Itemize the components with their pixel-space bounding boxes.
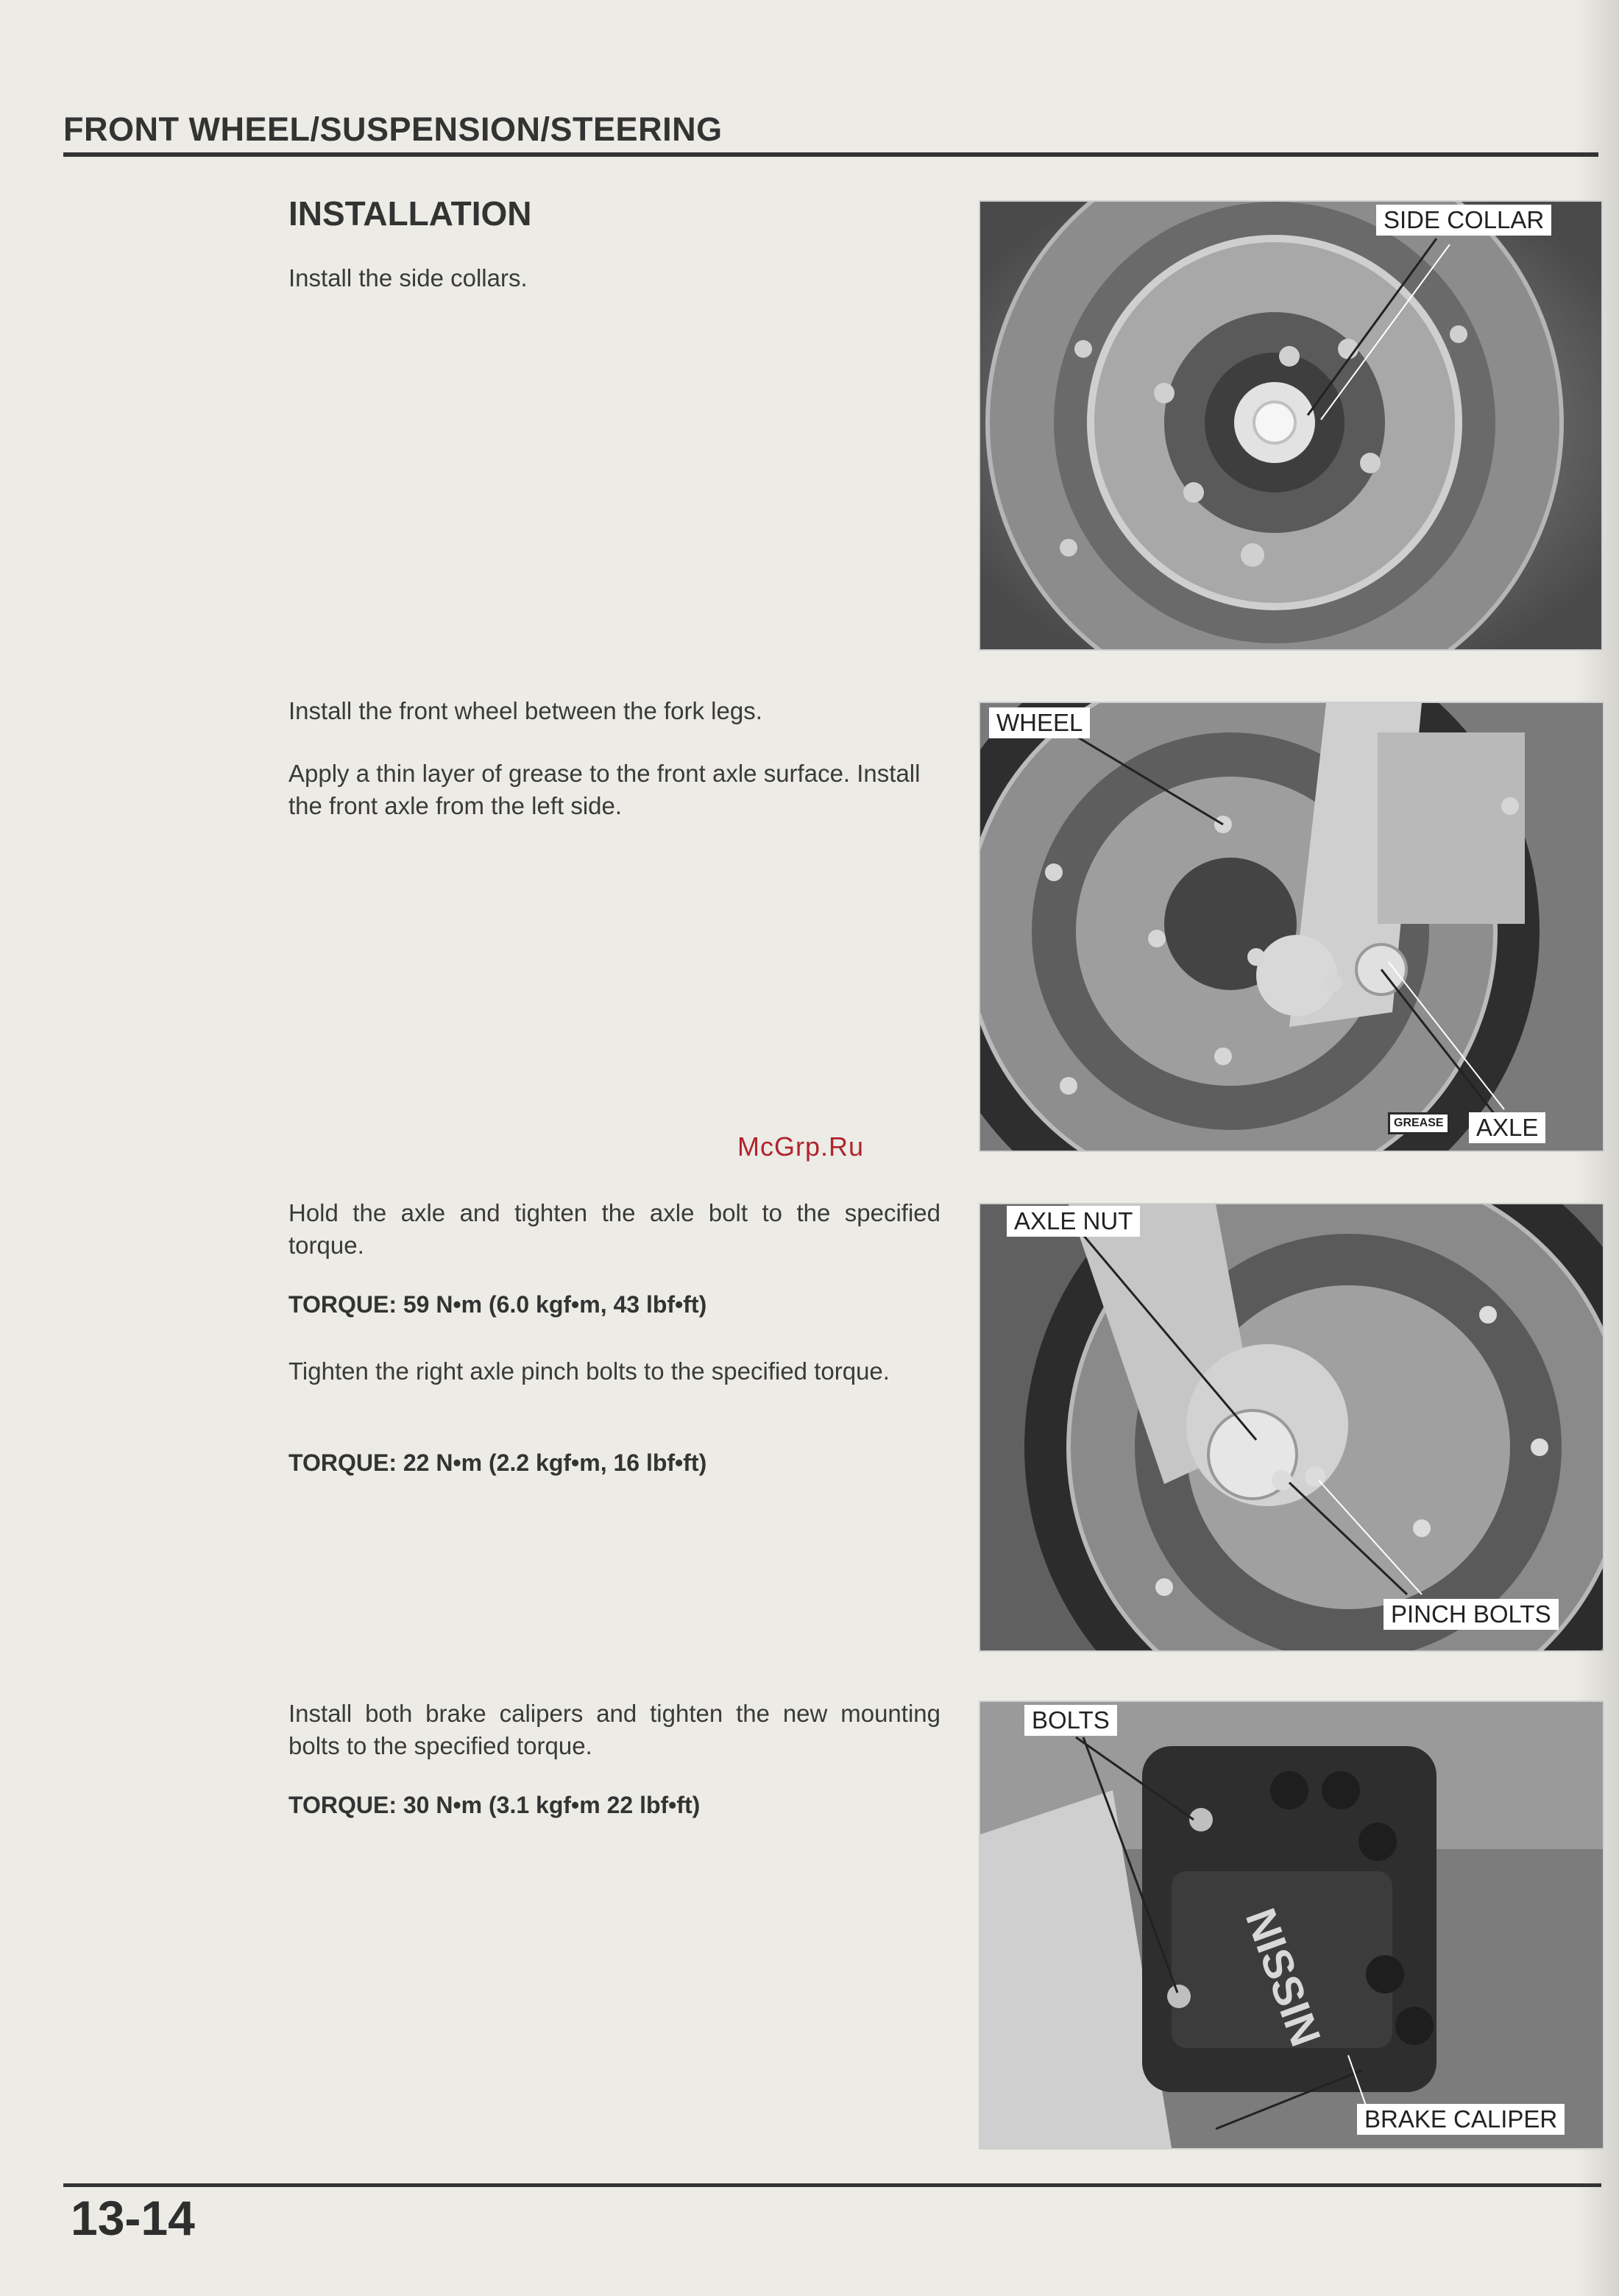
- step4-instruction-calipers: Install both brake calipers and tighten the new mounting bolts to the specified torque.: [288, 1700, 940, 1759]
- photo-wheel-axle: [979, 702, 1604, 1152]
- step1-instruction: Install the side collars.: [288, 264, 528, 292]
- label-pinch-bolts: PINCH BOLTS: [1384, 1599, 1559, 1630]
- front-wheel-illustration: [980, 703, 1603, 1151]
- photo-side-collar: [979, 200, 1603, 651]
- photo-brake-caliper: [979, 1700, 1604, 2150]
- footer-divider: [63, 2183, 1601, 2187]
- page-number: 13-14: [71, 2191, 195, 2245]
- label-axle: AXLE: [1469, 1112, 1545, 1143]
- chapter-title: FRONT WHEEL/SUSPENSION/STEERING: [63, 110, 723, 148]
- step3-instruction-axle-bolt: Hold the axle and tighten the axle bolt to the specified torque.: [288, 1199, 940, 1259]
- fork-axle-illustration: [980, 1204, 1603, 1650]
- grease-symbol: GREASE: [1388, 1112, 1450, 1134]
- label-side-collar: SIDE COLLAR: [1376, 205, 1551, 236]
- label-wheel: WHEEL: [989, 707, 1090, 738]
- step3-torque-pinch-bolts: TORQUE: 22 N•m (2.2 kgf•m, 16 lbf•ft): [288, 1449, 707, 1476]
- label-bolts: BOLTS: [1024, 1705, 1117, 1736]
- step3-instruction-pinch-bolts: Tighten the right axle pinch bolts to the specified torque.: [288, 1357, 890, 1385]
- header-divider: [63, 152, 1598, 157]
- step2-instruction-axle: Apply a thin layer of grease to the front axle surface. Install the front axle from the left side.: [288, 760, 921, 819]
- step3-torque-axle-bolt: TORQUE: 59 N•m (6.0 kgf•m, 43 lbf•ft): [288, 1291, 707, 1318]
- label-axle-nut: AXLE NUT: [1007, 1206, 1140, 1237]
- step2-instruction-wheel: Install the front wheel between the fork legs.: [288, 697, 762, 724]
- photo-axle-nut-pinch-bolts: [979, 1203, 1604, 1652]
- watermark: McGrp.Ru: [737, 1131, 865, 1162]
- brake-caliper-illustration: [980, 1702, 1603, 2148]
- label-brake-caliper: BRAKE CALIPER: [1357, 2104, 1565, 2135]
- brake-disc-illustration: [980, 202, 1601, 649]
- section-heading: INSTALLATION: [288, 194, 532, 233]
- step4-torque-caliper-bolts: TORQUE: 30 N•m (3.1 kgf•m 22 lbf•ft): [288, 1792, 701, 1818]
- caliper-brand-text: NISSIN: [1236, 1902, 1331, 2053]
